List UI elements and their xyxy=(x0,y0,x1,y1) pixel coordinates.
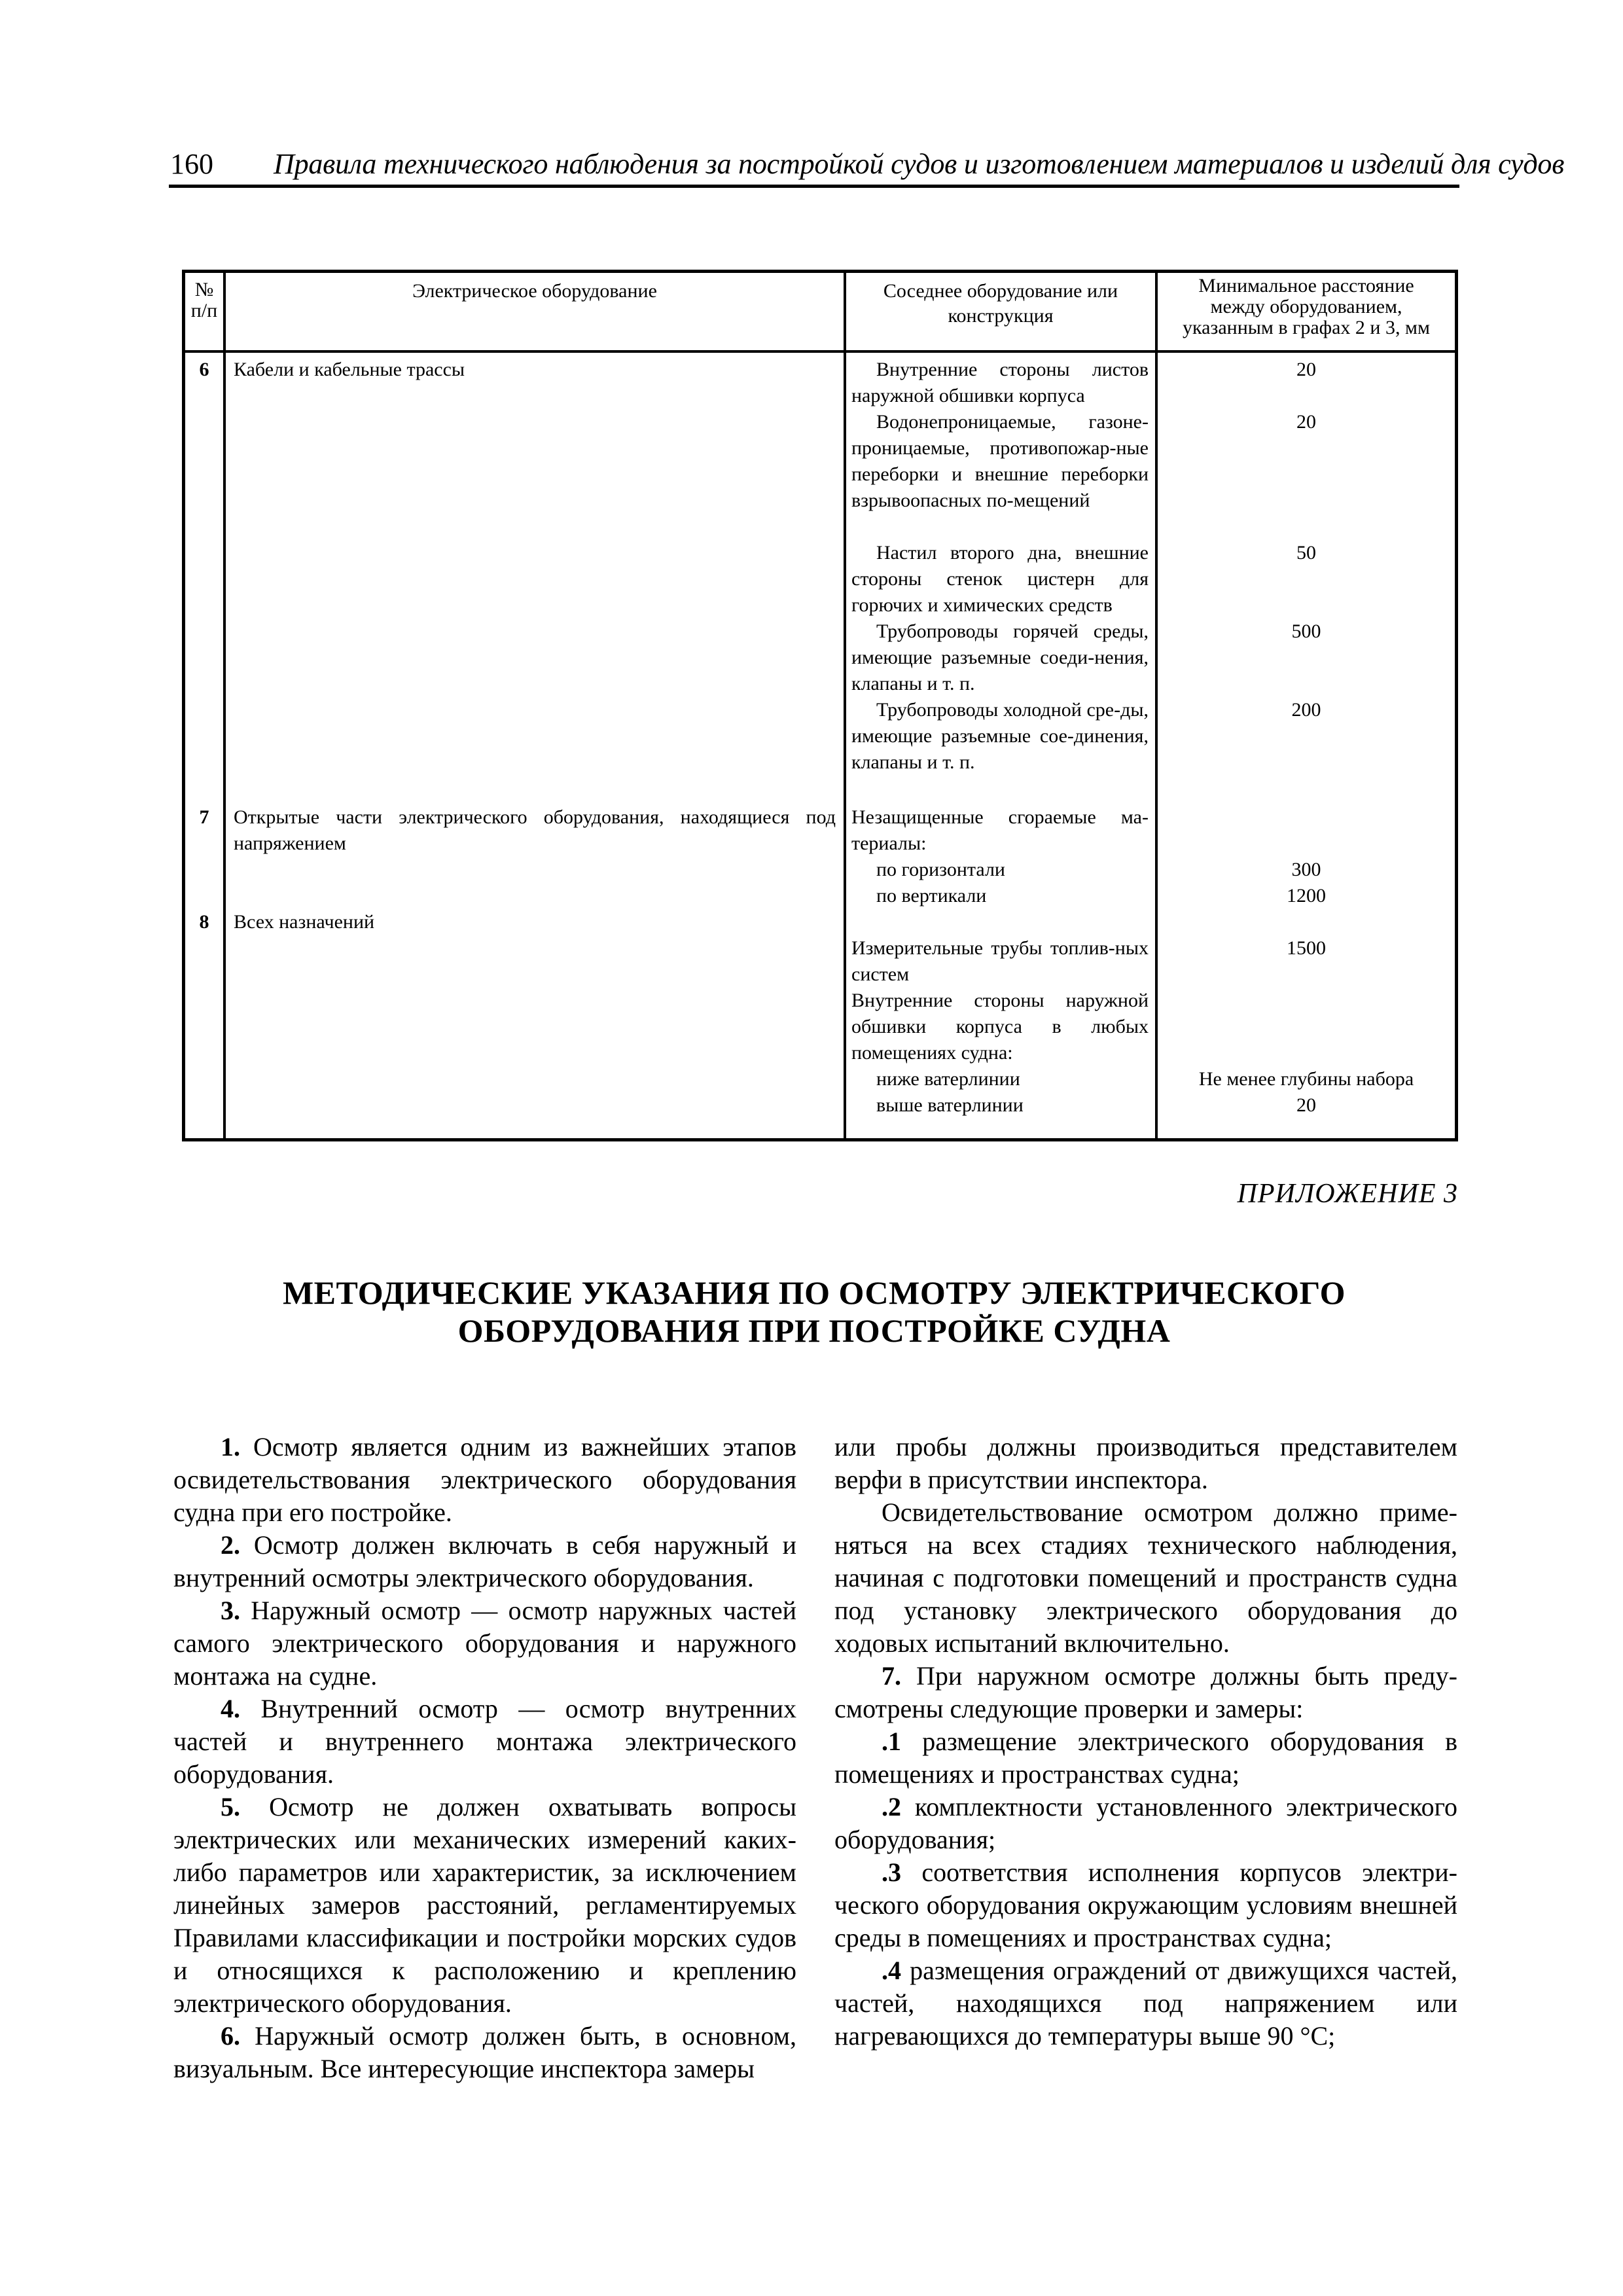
table-divider xyxy=(223,273,226,1138)
neighbor-item: Внутренние стороны наружной обшивки корпуса в любых помещениях судна: xyxy=(851,990,1149,1064)
neighbor-item: выше ватерлинии xyxy=(876,1094,1024,1116)
running-title: Правила технического наблюдения за постройкой судов и изготовлением материалов и изделий для судов xyxy=(274,148,1565,180)
equipment-name: Всех назначений xyxy=(234,911,375,933)
paragraph: 1. Осмотр является одним из важнейших этапов освидетельствования электрического оборудования судна при его постройке. xyxy=(173,1432,796,1527)
table-header-distance: Минимальное расстояние между оборудованием, указанным в графах 2 и 3, мм xyxy=(1183,275,1430,338)
neighbor-item: Внутренние стороны листов наружной обшивки корпуса xyxy=(851,359,1149,406)
neighbor-item: по вертикали xyxy=(876,885,987,906)
paragraph: 7. При наружном осмотре должны быть преду-смотрены следующие проверки и замеры: xyxy=(834,1661,1457,1723)
paragraph: или пробы должны производиться представителем верфи в присутствии инспектора. xyxy=(834,1432,1457,1494)
neighbor-item: Незащищенные сгораемые ма-териалы: xyxy=(851,806,1149,854)
table-header-equipment: Электрическое оборудование xyxy=(412,280,657,302)
neighbor-item: Измерительные трубы топлив-ных систем xyxy=(851,937,1149,985)
paragraph: 3. Наружный осмотр — осмотр наружных частей самого электрического оборудования и наружного монтажа на судне. xyxy=(173,1596,796,1691)
distance-value: 1200 xyxy=(1287,885,1326,906)
distance-value: 200 xyxy=(1291,699,1321,721)
section-title: МЕТОДИЧЕСКИЕ УКАЗАНИЯ ПО ОСМОТРУ ЭЛЕКТРИЧЕСКОГО ОБОРУДОВАНИЯ ПРИ ПОСТРОЙКЕ СУДНА xyxy=(282,1274,1346,1349)
distance-value: 300 xyxy=(1291,859,1321,880)
neighbor-item: Трубопроводы горячей среды, имеющие разъемные соеди-нения, клапаны и т. п. xyxy=(851,620,1149,694)
table-header-divider xyxy=(185,350,1455,353)
table-divider xyxy=(844,273,846,1138)
distance-value: 20 xyxy=(1296,359,1316,380)
row-number: 8 xyxy=(199,911,209,933)
paragraph: .1 размещение электрического оборудования в помещениях и пространствах судна; xyxy=(834,1727,1457,1789)
distance-value: 500 xyxy=(1291,620,1321,642)
text-column-left xyxy=(173,1431,796,2085)
distance-value: Не менее глубины набора xyxy=(1198,1068,1414,1090)
paragraph: 4. Внутренний осмотр — осмотр внутренних частей и внутреннего монтажа электрического оборудования. xyxy=(173,1694,796,1789)
running-header xyxy=(169,145,1565,188)
neighbor-item: Трубопроводы холодной сре-ды, имеющие разъемные сое-динения, клапаны и т. п. xyxy=(851,699,1149,773)
distance-value: 20 xyxy=(1296,411,1316,433)
distance-value: 50 xyxy=(1296,542,1316,564)
table-header-neighbor: Соседнее оборудование или конструкция xyxy=(883,280,1118,327)
page-number: 160 xyxy=(170,148,213,180)
row-number: 6 xyxy=(199,359,209,380)
paragraph: 6. Наружный осмотр должен быть, в основном, визуальным. Все интересующие инспектора замеры xyxy=(173,2021,796,2083)
paragraph: .4 размещения ограждений от движущихся частей, частей, находящихся под напряжением или нагревающихся до температуры выше 90 °С; xyxy=(834,1956,1457,2051)
neighbor-item: Водонепроницаемые, газоне-проницаемые, противопожар-ные переборки и внешние переборки взрывоопасных по-мещений xyxy=(851,411,1149,511)
distance-value: 20 xyxy=(1296,1094,1316,1116)
neighbor-item: Настил второго дна, внешние стороны стенок цистерн для горючих и химических средств xyxy=(851,542,1149,616)
paragraph: 2. Осмотр должен включать в себя наружный и внутренний осмотры электрического оборудования. xyxy=(173,1530,796,1592)
text-column-right xyxy=(834,1431,1457,2053)
paragraph: .2 комплектности установленного электрического оборудования; xyxy=(834,1792,1457,1854)
equipment-name: Кабели и кабельные трассы xyxy=(234,359,465,380)
paragraph: Освидетельствование осмотром должно приме-няться на всех стадиях технического наблюдения, начиная с подготовки помещений и пространств судна под установку электрического оборудования до ходовых испытаний включительно. xyxy=(834,1498,1457,1658)
appendix-label: ПРИЛОЖЕНИЕ 3 xyxy=(1237,1179,1458,1209)
paragraph: 5. Осмотр не должен охватывать вопросы электрических или механических измерений каких-либо параметров или характеристик, за исключением линейных замеров расстояний, регламентируемых Правилами классификации и постройки морских судов и относящихся к расположению и креплению электрического оборудования. xyxy=(173,1792,796,2018)
neighbor-item: по горизонтали xyxy=(876,859,1005,880)
paragraph: .3 соответствия исполнения корпусов электри-ческого оборудования окружающим условиям внешней среды в помещениях и пространствах судна; xyxy=(834,1857,1457,1952)
distance-value: 1500 xyxy=(1287,937,1326,959)
neighbor-item: ниже ватерлинии xyxy=(876,1068,1020,1090)
row-number: 7 xyxy=(199,806,209,828)
distance-table xyxy=(182,270,1458,1141)
table-header-num: № п/п xyxy=(190,279,218,321)
equipment-name: Открытые части электрического оборудования, находящиеся под напряжением xyxy=(234,806,836,854)
